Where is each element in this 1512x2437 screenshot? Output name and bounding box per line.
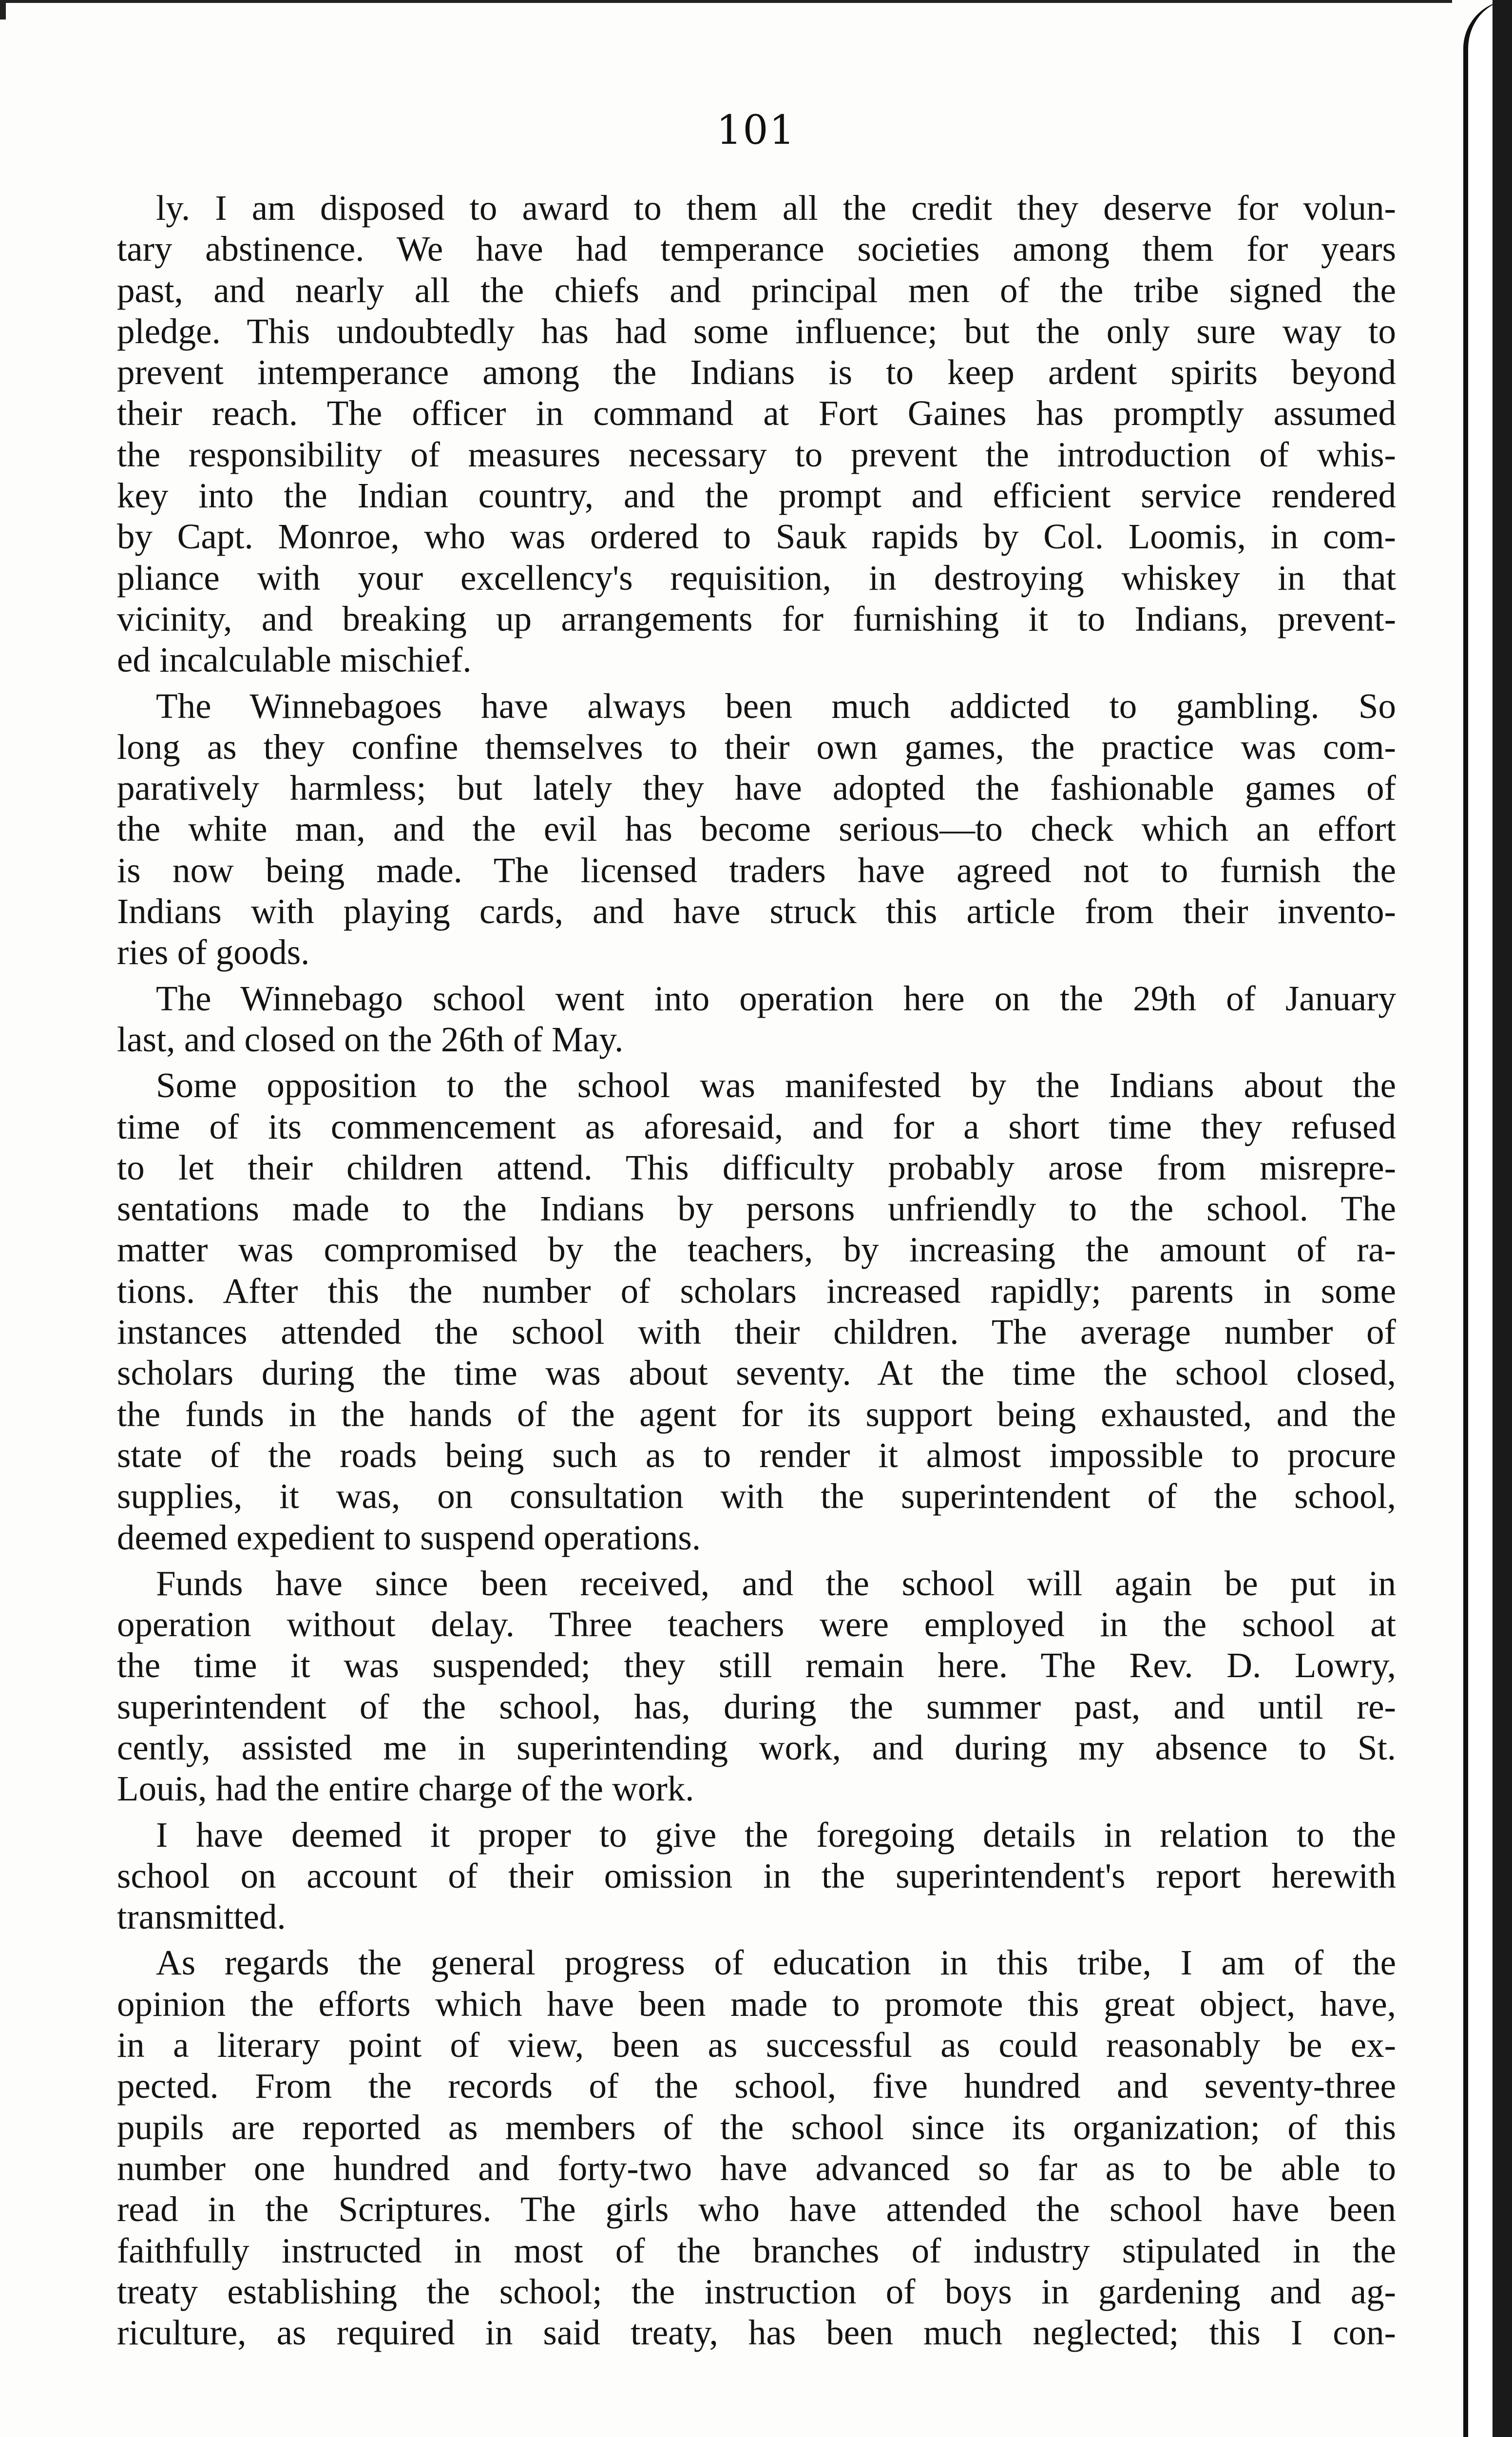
text-line: tary abstinence. We have had temperance societies among them for years bbox=[117, 229, 1396, 269]
text-line: read in the Scriptures. The girls who have attended the school have been bbox=[117, 2189, 1396, 2229]
text-line: vicinity, and breaking up arrangements for furnishing it to Indians, prevent- bbox=[117, 599, 1396, 638]
text-line: opinion the efforts which have been made to promote this great object, have, bbox=[117, 1984, 1396, 2024]
text-line: pupils are reported as members of the school since its organization; of this bbox=[117, 2107, 1396, 2147]
paragraph bbox=[117, 686, 1396, 973]
text-line: supplies, it was, on consultation with the superintendent of the school, bbox=[117, 1476, 1396, 1516]
text-line: is now being made. The licensed traders have agreed not to furnish the bbox=[117, 850, 1396, 890]
text-line: the responsibility of measures necessary to prevent the introduction of whis- bbox=[117, 434, 1396, 474]
text-line: sentations made to the Indians by persons unfriendly to the school. The bbox=[117, 1189, 1396, 1229]
text-line: to let their children attend. This difficulty probably arose from misrepre- bbox=[117, 1147, 1396, 1187]
text-line: in a literary point of view, been as successful as could reasonably be ex- bbox=[117, 2025, 1396, 2065]
text-line: cently, assisted me in superintending work, and during my absence to St. bbox=[117, 1727, 1396, 1767]
text-line: treaty establishing the school; the instruction of boys in gardening and ag- bbox=[117, 2271, 1396, 2311]
text-line: transmitted. bbox=[117, 1897, 286, 1937]
text-line: instances attended the school with their children. The average number of bbox=[117, 1312, 1396, 1352]
text-line: Funds have since been received, and the school will again be put in bbox=[156, 1563, 1396, 1603]
text-line: Indians with playing cards, and have struck this article from their invento- bbox=[117, 891, 1396, 931]
text-line: As regards the general progress of education in this tribe, I am of the bbox=[156, 1943, 1396, 1983]
text-line: number one hundred and forty-two have advanced so far as to be able to bbox=[117, 2148, 1396, 2188]
text-line: pledge. This undoubtedly has had some influence; but the only sure way to bbox=[117, 311, 1396, 351]
page-top-edge bbox=[0, 0, 1452, 8]
text-line: the white man, and the evil has become serious—to check which an effort bbox=[117, 809, 1396, 849]
text-line: prevent intemperance among the Indians is to keep ardent spirits beyond bbox=[117, 352, 1396, 392]
text-line: state of the roads being such as to render it almost impossible to procure bbox=[117, 1435, 1396, 1475]
paragraph bbox=[117, 1563, 1396, 1810]
text-line: by Capt. Monroe, who was ordered to Sauk rapids by Col. Loomis, in com- bbox=[117, 517, 1396, 557]
text-line: operation without delay. Three teachers were employed in the school at bbox=[117, 1605, 1396, 1644]
paragraph bbox=[117, 188, 1396, 681]
body-text bbox=[117, 188, 1396, 2353]
text-line: last, and closed on the 26th of May. bbox=[117, 1019, 624, 1059]
text-line: the time it was suspended; they still remain here. The Rev. D. Lowry, bbox=[117, 1645, 1396, 1685]
text-line: matter was compromised by the teachers, by increasing the amount of ra- bbox=[117, 1230, 1396, 1270]
text-line: superintendent of the school, has, during the summer past, and until re- bbox=[117, 1686, 1396, 1726]
page-number: 101 bbox=[716, 107, 796, 154]
text-line: tions. After this the number of scholars increased rapidly; parents in some bbox=[117, 1271, 1396, 1311]
text-line: paratively harmless; but lately they have adopted the fashionable games of bbox=[117, 768, 1396, 808]
text-line: ly. I am disposed to award to them all the credit they deserve for volun- bbox=[156, 188, 1396, 228]
paragraph bbox=[117, 1942, 1396, 2353]
text-line: The Winnebagoes have always been much addicted to gambling. So bbox=[156, 686, 1396, 726]
text-line: pected. From the records of the school, five hundred and seventy-three bbox=[117, 2066, 1396, 2106]
text-line: Louis, had the entire charge of the work. bbox=[117, 1769, 694, 1809]
text-line: long as they confine themselves to their own games, the practice was com- bbox=[117, 727, 1396, 767]
text-line: scholars during the time was about seventy. At the time the school closed, bbox=[117, 1353, 1396, 1393]
text-line: faithfully instructed in most of the branches of industry stipulated in the bbox=[117, 2230, 1396, 2270]
text-line: their reach. The officer in command at Fort Gaines has promptly assumed bbox=[117, 393, 1396, 433]
paragraph bbox=[117, 1065, 1396, 1558]
text-line: ed incalculable mischief. bbox=[117, 640, 472, 680]
page-corner-mark bbox=[0, 0, 6, 19]
text-line: time of its commencement as aforesaid, and for a short time they refused bbox=[117, 1106, 1396, 1146]
text-line: I have deemed it proper to give the foregoing details in relation to the bbox=[156, 1815, 1396, 1855]
text-line: riculture, as required in said treaty, has been much neglected; this I con- bbox=[117, 2313, 1396, 2353]
text-line: pliance with your excellency's requisition, in destroying whiskey in that bbox=[117, 558, 1396, 598]
paragraph bbox=[117, 1815, 1396, 1938]
text-line: Some opposition to the school was manifested by the Indians about the bbox=[156, 1065, 1396, 1105]
text-line: deemed expedient to suspend operations. bbox=[117, 1517, 701, 1557]
page-right-shadow bbox=[1493, 0, 1512, 2437]
paragraph bbox=[117, 978, 1396, 1061]
text-line: school on account of their omission in the superintendent's report herewith bbox=[117, 1856, 1396, 1895]
text-line: ries of goods. bbox=[117, 932, 310, 972]
text-line: the funds in the hands of the agent for its support being exhausted, and the bbox=[117, 1394, 1396, 1434]
text-line: past, and nearly all the chiefs and principal men of the tribe signed the bbox=[117, 270, 1396, 310]
text-line: key into the Indian country, and the prompt and efficient service rendered bbox=[117, 476, 1396, 516]
text-line: The Winnebago school went into operation here on the 29th of January bbox=[156, 978, 1396, 1018]
